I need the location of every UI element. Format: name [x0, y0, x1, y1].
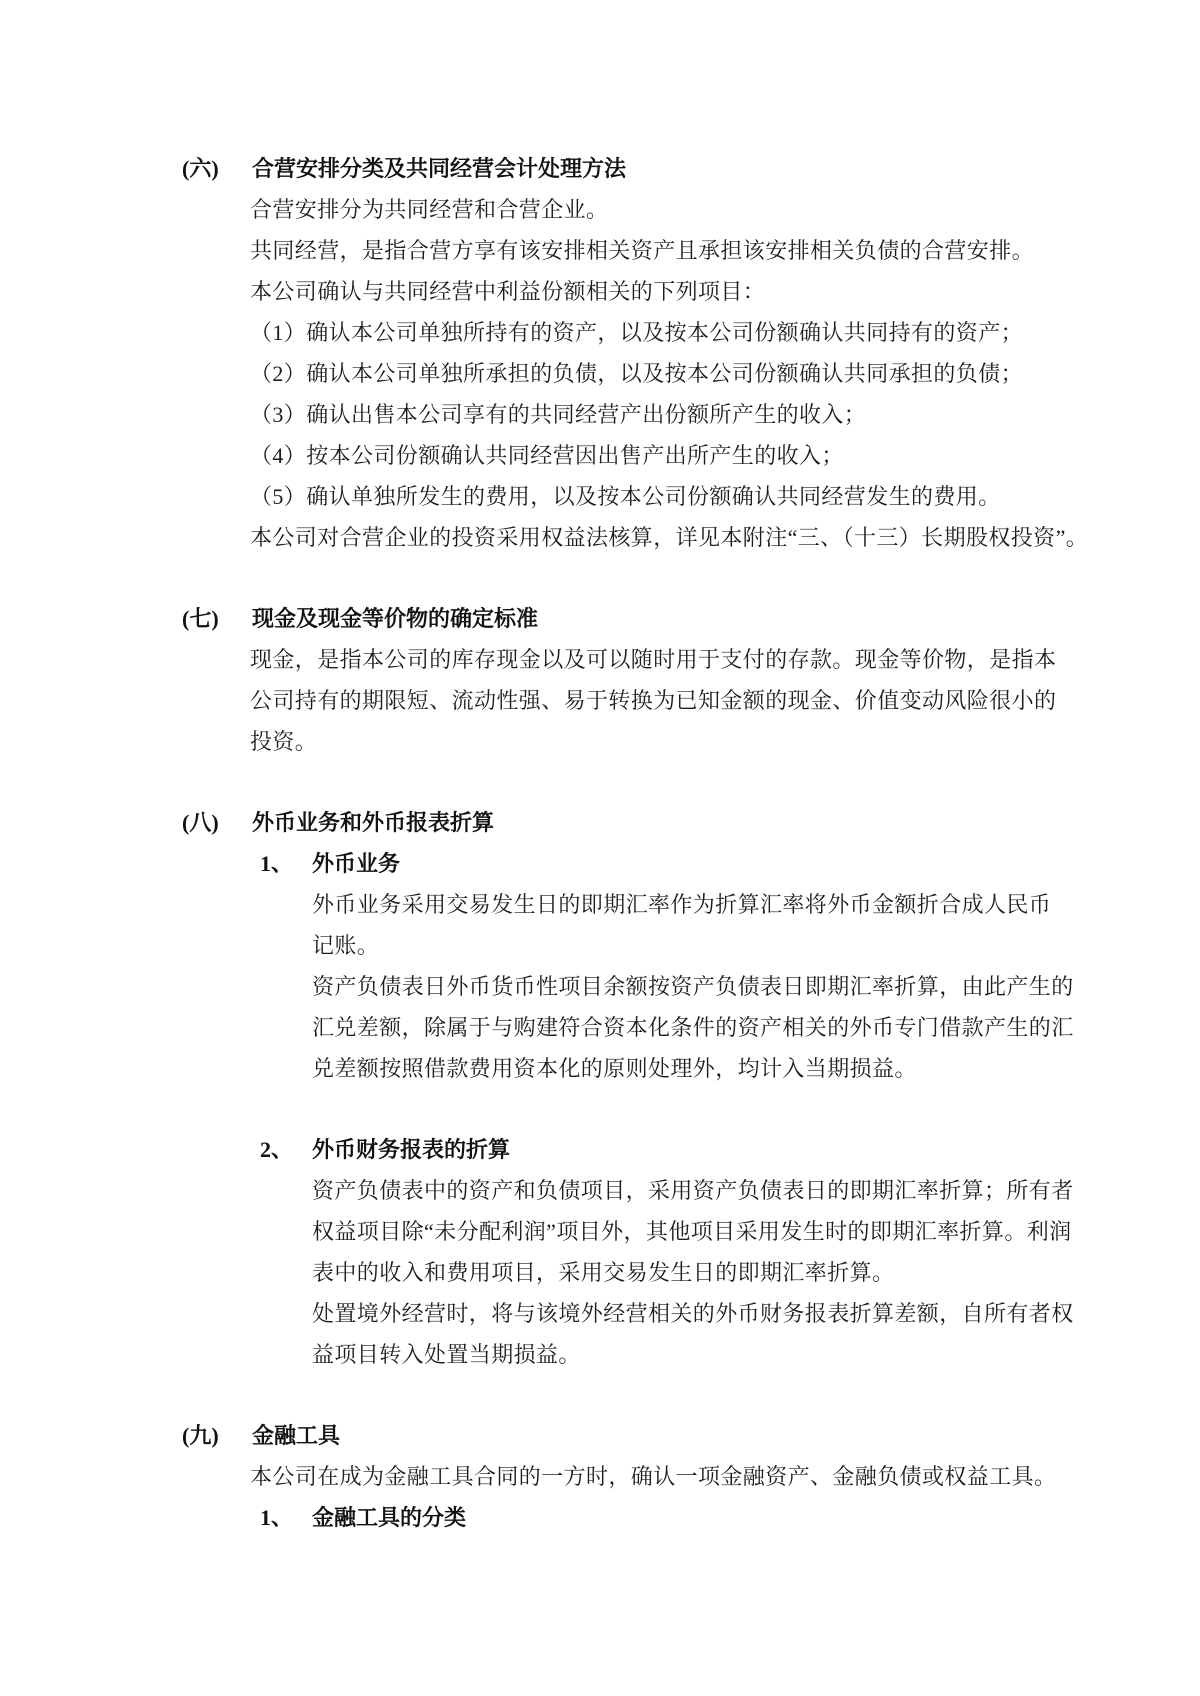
subsection-body	[312, 884, 1074, 1089]
section-label: (六)	[182, 156, 219, 181]
list-item-line: （5）确认单独所发生的费用，以及按本公司份额确认共同经营发生的费用。	[250, 484, 1001, 509]
section-title: 合营安排分类及共同经营会计处理方法	[252, 156, 627, 181]
body-line: 表中的收入和费用项目，采用交易发生日的即期汇率折算。	[312, 1260, 895, 1285]
section-heading	[182, 802, 1040, 843]
subsection-foreign-currency-business	[260, 843, 1074, 1089]
body-line: 益项目转入处置当期损益。	[312, 1342, 581, 1367]
section-body	[250, 1456, 1057, 1497]
section-cash-equivalents	[182, 598, 1057, 762]
subsection-fx-statement-translation	[260, 1129, 1074, 1375]
subsection-body	[312, 1170, 1074, 1375]
section-title: 外币业务和外币报表折算	[252, 810, 495, 835]
section-body	[250, 639, 1057, 762]
list-item-line: （3）确认出售本公司享有的共同经营产出份额所产生的收入；	[250, 402, 867, 427]
section-body	[250, 189, 1089, 558]
body-line: 资产负债表日外币货币性项目余额按资产负债表日即期汇率折算，由此产生的	[312, 974, 1074, 999]
body-line: 共同经营，是指合营方享有该安排相关资产且承担该安排相关负债的合营安排。	[250, 238, 1035, 263]
subsection-number: 1、	[260, 851, 294, 876]
body-line: 汇兑差额，除属于与购建符合资本化条件的资产相关的外币专门借款产生的汇	[312, 1015, 1074, 1040]
section-label: (七)	[182, 606, 219, 631]
section-heading	[182, 148, 1040, 189]
subsection-title: 外币财务报表的折算	[312, 1137, 511, 1162]
section-foreign-currency	[182, 802, 1074, 1375]
body-line: 兑差额按照借款费用资本化的原则处理外，均计入当期损益。	[312, 1056, 917, 1081]
body-line: 处置境外经营时，将与该境外经营相关的外币财务报表折算差额，自所有者权	[312, 1301, 1074, 1326]
section-label: (八)	[182, 810, 219, 835]
subsection-number: 1、	[260, 1505, 294, 1530]
subsection-heading	[260, 1129, 1040, 1170]
list-item-line: （4）按本公司份额确认共同经营因出售产出所产生的收入；	[250, 443, 844, 468]
body-line: 外币业务采用交易发生日的即期汇率作为折算汇率将外币金额折合成人民币	[312, 892, 1052, 917]
section-title: 金融工具	[252, 1423, 341, 1448]
body-line: 权益项目除“未分配利润”项目外，其他项目采用发生时的即期汇率折算。利润	[312, 1219, 1072, 1244]
section-financial-instruments	[182, 1415, 1057, 1538]
section-title: 现金及现金等价物的确定标准	[252, 606, 539, 631]
list-item-line: （2）确认本公司单独所承担的负债，以及按本公司份额确认共同承担的负债；	[250, 361, 1024, 386]
section-heading	[182, 598, 1040, 639]
subsection-financial-instrument-classification	[260, 1497, 1040, 1538]
body-line: 合营安排分为共同经营和合营企业。	[250, 197, 609, 222]
section-label: (九)	[182, 1423, 219, 1448]
body-line: 公司持有的期限短、流动性强、易于转换为已知金额的现金、价值变动风险很小的	[250, 688, 1057, 713]
body-line: 现金，是指本公司的库存现金以及可以随时用于支付的存款。现金等价物，是指本	[250, 647, 1057, 672]
subsection-heading	[260, 1497, 1040, 1538]
body-line: 本公司对合营企业的投资采用权益法核算，详见本附注“三、（十三）长期股权投资”。	[250, 525, 1089, 550]
body-line: 投资。	[250, 729, 318, 754]
body-line: 记账。	[312, 933, 380, 958]
list-item-line: （1）确认本公司单独所持有的资产，以及按本公司份额确认共同持有的资产；	[250, 320, 1024, 345]
subsection-title: 金融工具的分类	[312, 1505, 467, 1530]
section-heading	[182, 1415, 1040, 1456]
section-joint-arrangements	[182, 148, 1089, 558]
body-line: 资产负债表中的资产和负债项目，采用资产负债表日的即期汇率折算；所有者	[312, 1178, 1074, 1203]
body-line: 本公司在成为金融工具合同的一方时，确认一项金融资产、金融负债或权益工具。	[250, 1464, 1057, 1489]
subsection-heading	[260, 843, 1040, 884]
subsection-number: 2、	[260, 1137, 294, 1162]
subsection-title: 外币业务	[312, 851, 401, 876]
body-line: 本公司确认与共同经营中利益份额相关的下列项目：	[250, 279, 766, 304]
